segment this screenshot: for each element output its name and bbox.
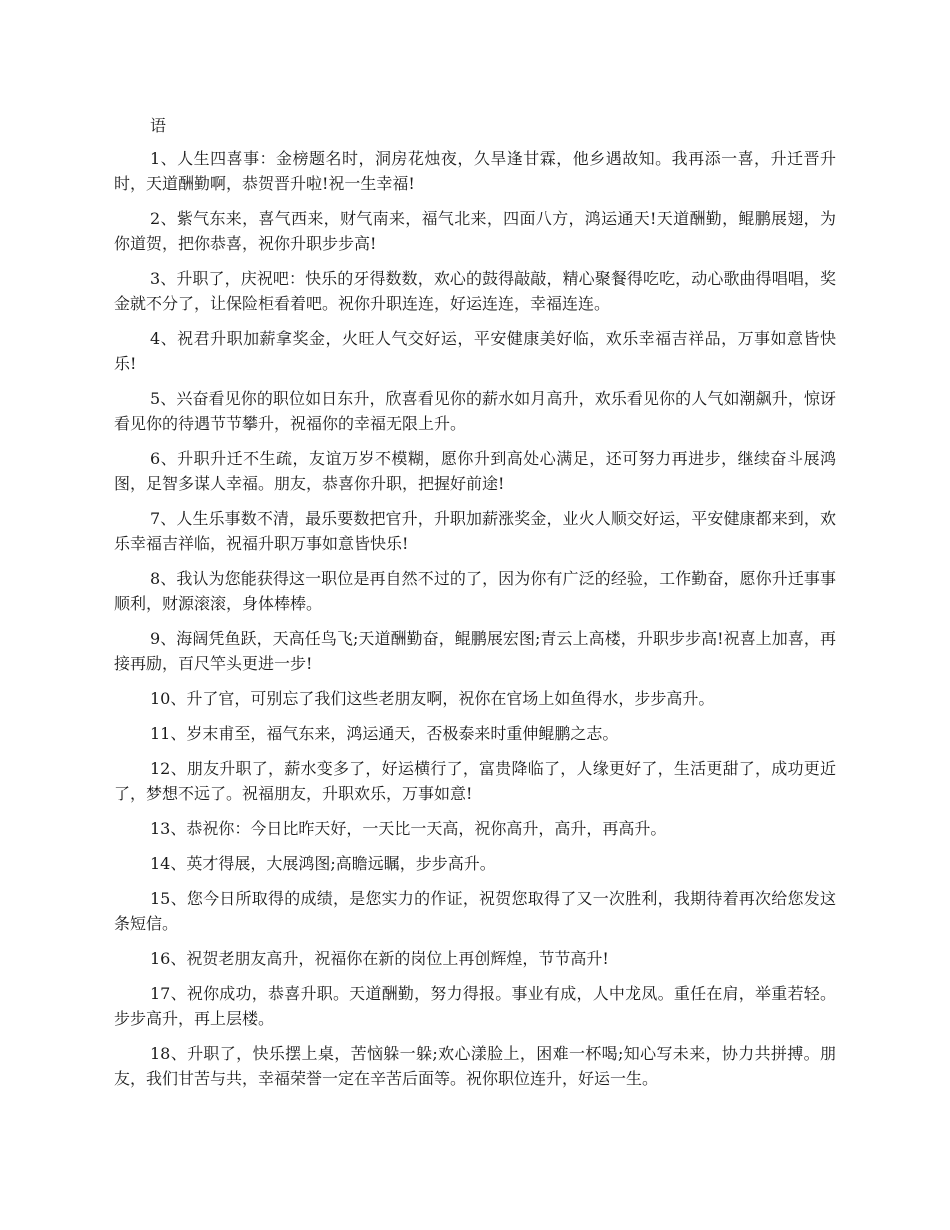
paragraph-9: 9、海阔凭鱼跃，天高任鸟飞;天道酬勤奋，鲲鹏展宏图;青云上高楼，升职步步高!祝喜上加喜，再接再励，百尺竿头更进一步! [114,629,836,673]
paragraph-11: 11、岁末甫至，福气东来，鸿运通天，否极泰来时重伸鲲鹏之志。 [150,724,619,743]
paragraph-8: 8、我认为您能获得这一职位是再自然不过的了，因为你有广泛的经验，工作勤奋，愿你升迁事事顺利，财源滚滚，身体棒棒。 [114,569,836,613]
heading-fragment: 语 [150,116,167,135]
paragraph-10: 10、升了官，可别忘了我们这些老朋友啊，祝你在官场上如鱼得水，步步高升。 [150,689,715,708]
paragraph-5: 5、兴奋看见你的职位如日东升，欣喜看见你的薪水如月高升，欢乐看见你的人气如潮飙升，惊讶看见你的待遇节节攀升，祝福你的幸福无限上升。 [114,389,836,433]
paragraph-18: 18、升职了，快乐摆上桌，苦恼躲一躲;欢心漾脸上，困难一杯喝;知心写未来，协力共拼搏。朋友，我们甘苦与共，幸福荣誉一定在辛苦后面等。祝你职位连升，好运一生。 [114,1044,836,1088]
paragraph-4: 4、祝君升职加薪拿奖金，火旺人气交好运，平安健康美好临，欢乐幸福吉祥品，万事如意皆快乐! [114,329,836,373]
paragraph-13: 13、恭祝你：今日比昨天好，一天比一天高，祝你高升，高升，再高升。 [150,819,667,838]
paragraph-17: 17、祝你成功，恭喜升职。天道酬勤，努力得报。事业有成，人中龙凤。重任在肩，举重若轻。步步高升，再上层楼。 [114,984,836,1028]
paragraph-14: 14、英才得展，大展鸿图;高瞻远瞩，步步高升。 [150,854,496,873]
paragraph-12: 12、朋友升职了，薪水变多了，好运横行了，富贵降临了，人缘更好了，生活更甜了，成功更近了，梦想不远了。祝福朋友，升职欢乐，万事如意! [114,759,836,803]
document-body [114,113,836,1101]
paragraph-1: 1、人生四喜事：金榜题名时，洞房花烛夜，久旱逢甘霖，他乡遇故知。我再添一喜，升迁晋升时，天道酬勤啊，恭贺晋升啦!祝一生幸福! [114,149,836,193]
paragraph-3: 3、升职了，庆祝吧：快乐的牙得数数，欢心的鼓得敲敲，精心聚餐得吃吃，动心歌曲得唱唱，奖金就不分了，让保险柜看着吧。祝你升职连连，好运连连，幸福连连。 [114,269,836,313]
paragraph-7: 7、人生乐事数不清，最乐要数把官升，升职加薪涨奖金，业火人顺交好运，平安健康都来到，欢乐幸福吉祥临，祝福升职万事如意皆快乐! [114,509,836,553]
paragraph-16: 16、祝贺老朋友高升，祝福你在新的岗位上再创辉煌，节节高升! [150,949,609,968]
paragraph-15: 15、您今日所取得的成绩，是您实力的作证，祝贺您取得了又一次胜利，我期待着再次给您发这条短信。 [114,889,836,933]
paragraph-6: 6、升职升迁不生疏，友谊万岁不模糊，愿你升到高处心满足，还可努力再进步，继续奋斗展鸿图，足智多谋人幸福。朋友，恭喜你升职，把握好前途! [114,449,836,493]
paragraph-2: 2、紫气东来，喜气西来，财气南来，福气北来，四面八方，鸿运通天!天道酬勤，鲲鹏展翅，为你道贺，把你恭喜，祝你升职步步高! [114,209,836,253]
